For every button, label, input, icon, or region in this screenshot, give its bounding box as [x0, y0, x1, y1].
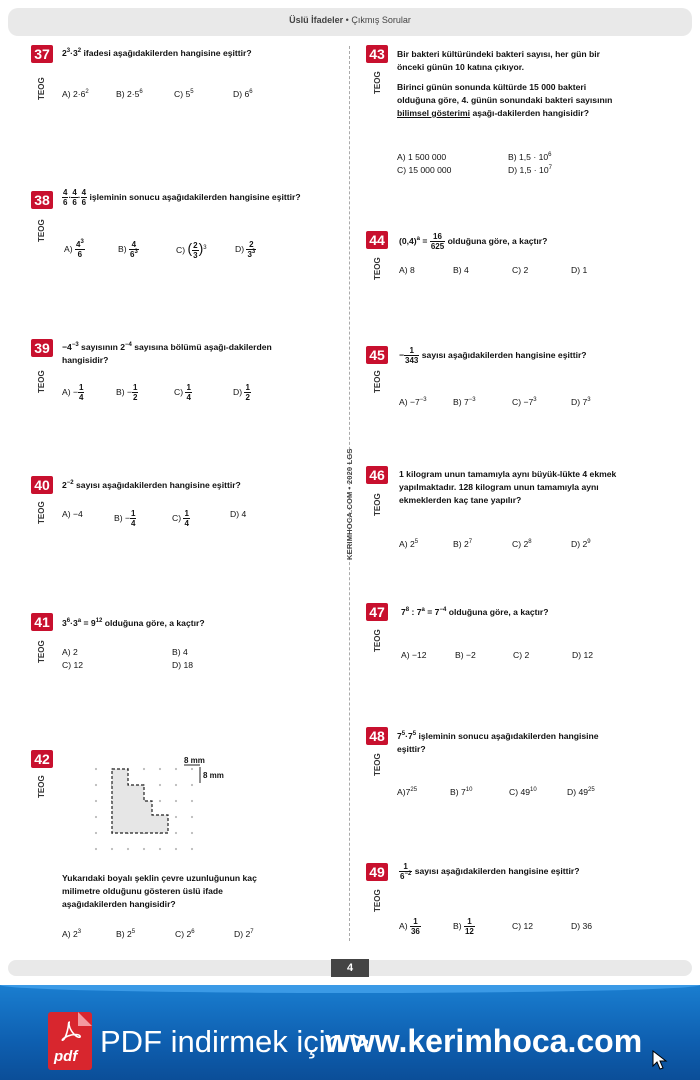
option-b[interactable]: B) 4 — [453, 265, 469, 275]
option-c[interactable]: C) 2 — [513, 650, 530, 660]
question-number: 45 — [366, 346, 388, 364]
question-number: 46 — [366, 466, 388, 484]
option-d[interactable]: D) 4 — [230, 509, 247, 519]
question-stem: $3^6\cdot 3^a = 9^{12}$ olduğuna göre, a kaçtır? — [62, 618, 205, 628]
option-a[interactable]: A) 8 — [399, 265, 415, 275]
option-c[interactable]: C) $\frac{1}{4}$ — [174, 383, 191, 402]
question-number: 38 — [31, 191, 53, 209]
option-d[interactable]: D) 12 — [572, 650, 594, 660]
question-number: 42 — [31, 750, 53, 768]
teog-label: TEOG — [37, 77, 46, 100]
question-number: 47 — [366, 603, 388, 621]
teog-label: TEOG — [37, 219, 46, 242]
option-a[interactable]: A) − $\frac{1}{4}$ — [62, 383, 84, 402]
question-stem: − $\frac{1}{343}$ sayısı aşağıdakilerden hangisine eşittir? — [399, 346, 587, 365]
option-c[interactable]: C) $2^6$ — [175, 929, 195, 939]
option-d[interactable]: D) $\frac{1}{2}$ — [233, 383, 250, 402]
option-d[interactable]: D) $2^7$ — [234, 929, 254, 939]
teog-label: TEOG — [373, 629, 382, 652]
question-stem: $7^5\cdot 7^5$ işleminin sonucu aşağıdakilerden hangisine eşittir? — [397, 731, 599, 754]
teog-label: TEOG — [37, 640, 46, 663]
question-stem: Bir bakteri kültüründeki bakteri sayısı, her gün bir önceki günün 10 katına çıkıyor. — [397, 49, 600, 72]
teog-label: TEOG — [373, 889, 382, 912]
option-a[interactable]: A) $2^3$ — [62, 929, 82, 939]
question-stem: $-4^{-3}$ sayısının $2^{-4}$ sayısına bölümü aşağı-dakilerden hangisidir? — [62, 342, 272, 365]
question-stem: $\frac{1}{6^{-2}}$ sayısı aşağıdakilerden hangisine eşittir? — [400, 862, 580, 881]
option-c[interactable]: C) $\frac{1}{4}$ — [172, 509, 189, 528]
teog-label: TEOG — [37, 501, 46, 524]
option-c[interactable]: C) ( $\frac{2}{3}$ )$^3$ — [176, 240, 207, 261]
option-b[interactable]: B) $1,5 \cdot 10^6$ — [508, 152, 552, 162]
option-c[interactable]: C) 2 — [512, 265, 529, 275]
option-a[interactable]: A) $\frac{4^3}{6}$ — [64, 239, 84, 259]
option-b[interactable]: B) $\frac{4}{6^3}$ — [118, 240, 138, 259]
cursor-icon — [652, 1050, 668, 1070]
option-a[interactable]: A) 1 500 000 — [397, 152, 447, 162]
option-c[interactable]: C) 12 — [62, 660, 84, 670]
option-a[interactable]: A) $2^5$ — [399, 539, 419, 549]
page-number: 4 — [331, 959, 369, 977]
question-stem-2: Birinci günün sonunda kültürde 15 000 bakteri olduğuna göre, 4. günün sonundaki bakteri sayısının bilimsel gösterimi aşağı-dakilerden hangisidir? — [397, 82, 613, 118]
question-number: 40 — [31, 476, 53, 494]
option-c[interactable]: C) 15 000 000 — [397, 165, 452, 175]
option-c[interactable]: $C) -7^3$ — [512, 397, 537, 407]
option-a[interactable]: A) $\frac{1}{36}$ — [399, 917, 420, 936]
question-stem: $2^{-2}$ sayısı aşağıdakilerden hangisine eşittir? — [62, 480, 241, 490]
question-number: 48 — [366, 727, 388, 745]
option-b[interactable]: B) $7^{10}$ — [450, 787, 473, 797]
option-d[interactable]: D) $7^3$ — [571, 397, 591, 407]
option-b[interactable]: B) − $\frac{1}{4}$ — [114, 509, 136, 528]
question-stem: $7^8$ : $7^a = 7^{-4}$ olduğuna göre, a kaçtır? — [401, 607, 549, 617]
option-b[interactable]: B) $2\cdot 5^6$ — [116, 89, 143, 99]
option-b[interactable]: B) − $\frac{1}{2}$ — [116, 383, 138, 402]
option-a[interactable]: $A)7^{25}$ — [397, 787, 418, 797]
option-c[interactable]: C) $5^5$ — [174, 89, 194, 99]
option-d[interactable]: D) $49^{25}$ — [567, 787, 595, 797]
option-b[interactable]: B) 4 — [172, 647, 188, 657]
banner-text: PDF indirmek için > — [100, 1024, 370, 1059]
teog-label: TEOG — [37, 370, 46, 393]
dimension-label-height: 8 mm — [203, 771, 224, 780]
option-d[interactable]: D) $6^6$ — [233, 89, 253, 99]
option-a[interactable]: A) −12 — [401, 650, 427, 660]
option-d[interactable]: D) 36 — [571, 921, 593, 931]
question-stem: $2^3\cdot 3^2$ ifadesi aşağıdakilerden hangisine eşittir? — [62, 48, 252, 58]
option-d[interactable]: D) 18 — [172, 660, 194, 670]
option-a[interactable]: A) $2\cdot 6^2$ — [62, 89, 89, 99]
option-d[interactable]: D) $\frac{2}{3^3}$ — [235, 240, 256, 259]
teog-label: TEOG — [373, 71, 382, 94]
teog-label: TEOG — [373, 753, 382, 776]
banner-link[interactable]: www.kerimhoca.com — [325, 1023, 643, 1059]
option-b[interactable]: B) −2 — [455, 650, 476, 660]
option-d[interactable]: D) 1 — [571, 265, 588, 275]
pdf-icon[interactable]: pdf — [48, 1012, 92, 1070]
teog-label: TEOG — [37, 775, 46, 798]
option-a[interactable]: A) 2 — [62, 647, 78, 657]
question-stem: 1 kilogram unun tamamıyla aynı büyük-lükte 4 ekmek yapılmaktadır. 128 kilogram unun tamamıyla aynı ekmeklerden kaç tane yapılır? — [399, 469, 617, 505]
option-b[interactable]: B) $\frac{1}{12}$ — [453, 917, 474, 936]
option-b[interactable]: B) $2^5$ — [116, 929, 136, 939]
question-number: 41 — [31, 613, 53, 631]
option-c[interactable]: C) $2^8$ — [512, 539, 532, 549]
option-d[interactable]: D) $2^9$ — [571, 539, 591, 549]
option-d[interactable]: D) $1,5 \cdot 10^7$ — [508, 165, 552, 175]
question-number: 37 — [31, 45, 53, 63]
option-c[interactable]: C) $49^{10}$ — [509, 787, 537, 797]
teog-label: TEOG — [373, 370, 382, 393]
option-b[interactable]: B) $2^7$ — [453, 539, 473, 549]
sidebar-watermark: KERIMHOCA.COM • 2020 LGS — [345, 448, 354, 560]
header-title: Üslü İfadeler • Çıkmış Sorular — [289, 15, 411, 25]
dimension-label-width: 8 mm — [184, 756, 205, 765]
question-stem: $(0,4)^a$ = $\frac{16}{625}$ olduğuna göre, a kaçtır? — [399, 232, 548, 251]
question-number: 44 — [366, 231, 388, 249]
option-b[interactable]: B) $7^{-3}$ — [453, 397, 476, 407]
question-stem: Yukarıdaki boyalı şeklin çevre uzunluğunun kaç milimetre olduğunu gösteren üslü ifade aşağıdakilerden hangisidir? — [62, 873, 257, 909]
option-a[interactable]: A) −4 — [62, 509, 83, 519]
option-c[interactable]: C) 12 — [512, 921, 534, 931]
question-number: 39 — [31, 339, 53, 357]
teog-label: TEOG — [373, 257, 382, 280]
question-number: 49 — [366, 863, 388, 881]
option-a[interactable]: $A) -7^{-3}$ — [399, 397, 427, 407]
teog-label: TEOG — [373, 493, 382, 516]
question-stem: $\frac{4}{6}$ · $\frac{4}{6}$ · $\frac{4}{6}$ işleminin sonucu aşağıdakilerden hangisine eşittir? — [63, 188, 301, 207]
question-number: 43 — [366, 45, 388, 63]
